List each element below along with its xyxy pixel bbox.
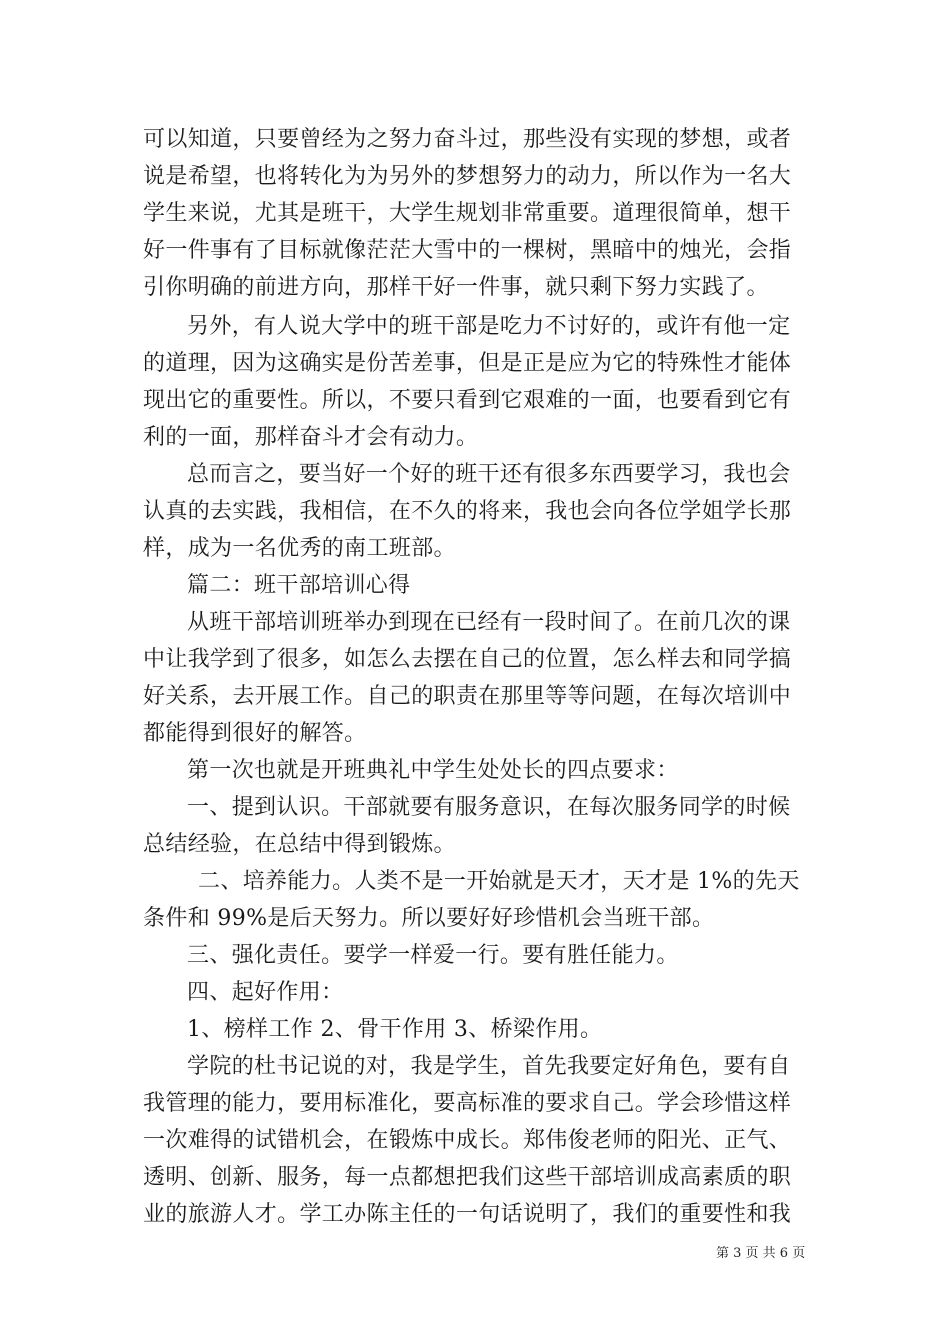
paragraph-line: 的道理，因为这确实是份苦差事，但是正是应为它的特殊性才能体 [143,351,792,376]
paragraph-line: 好关系，去开展工作。自己的职责在那里等等问题，在每次培训中 [143,684,792,709]
list-item: 三、强化责任。要学一样爱一行。要有胜任能力。 [187,943,679,968]
list-item: 条件和 99%是后天努力。所以要好好珍惜机会当班干部。 [143,906,715,931]
paragraph-line: 现出它的重要性。所以，不要只看到它艰难的一面，也要看到它有 [143,388,792,413]
list-item: 总结经验，在总结中得到锻炼。 [143,832,456,857]
page-number: 第 3 页 共 6 页 [716,1246,806,1261]
paragraph-line: 认真的去实践，我相信，在不久的将来，我也会向各位学姐学长那 [143,499,792,524]
paragraph-line: 样，成为一名优秀的南工班部。 [143,536,456,561]
paragraph-line: 中让我学到了很多，如怎么去摆在自己的位置，怎么样去和同学搞 [143,647,792,672]
list-item: 四、起好作用： [187,980,344,1005]
paragraph-line: 业的旅游人才。学工办陈主任的一句话说明了，我们的重要性和我 [143,1202,792,1227]
list-item: 1、榜样工作 2、骨干作用 3、桥梁作用。 [187,1017,603,1042]
list-item: 二、培养能力。人类不是一开始就是天才，天才是 1%的先天 [198,869,800,894]
paragraph-line: 学院的杜书记说的对，我是学生，首先我要定好角色，要有自 [187,1054,791,1079]
paragraph-line: 一次难得的试错机会，在锻炼中成长。郑伟俊老师的阳光、正气、 [143,1128,792,1153]
paragraph-line: 总而言之，要当好一个好的班干还有很多东西要学习，我也会 [187,462,791,487]
section-heading: 篇二：班干部培训心得 [187,573,411,598]
paragraph-line: 从班干部培训班举办到现在已经有一段时间了。在前几次的课 [187,610,791,635]
paragraph-line: 好一件事有了目标就像茫茫大雪中的一棵树，黑暗中的烛光，会指 [143,238,792,263]
list-item: 一、提到认识。干部就要有服务意识，在每次服务同学的时候 [187,795,791,820]
paragraph-line: 利的一面，那样奋斗才会有动力。 [143,425,479,450]
paragraph-line: 我管理的能力，要用标准化，要高标准的要求自己。学会珍惜这样 [143,1091,792,1116]
paragraph-line: 引你明确的前进方向，那样干好一件事，就只剩下努力实践了。 [143,275,769,300]
paragraph-line: 说是希望，也将转化为为另外的梦想努力的动力，所以作为一名大 [143,164,792,189]
paragraph-line: 可以知道，只要曾经为之努力奋斗过，那些没有实现的梦想，或者 [143,127,792,152]
paragraph-line: 学生来说，尤其是班干，大学生规划非常重要。道理很简单，想干 [143,201,792,226]
paragraph-line: 透明、创新、服务，每一点都想把我们这些干部培训成高素质的职 [143,1165,792,1190]
paragraph-line: 另外，有人说大学中的班干部是吃力不讨好的，或许有他一定 [187,314,791,339]
paragraph-line: 都能得到很好的解答。 [143,721,367,746]
paragraph-line: 第一次也就是开班典礼中学生处处长的四点要求： [187,758,679,783]
